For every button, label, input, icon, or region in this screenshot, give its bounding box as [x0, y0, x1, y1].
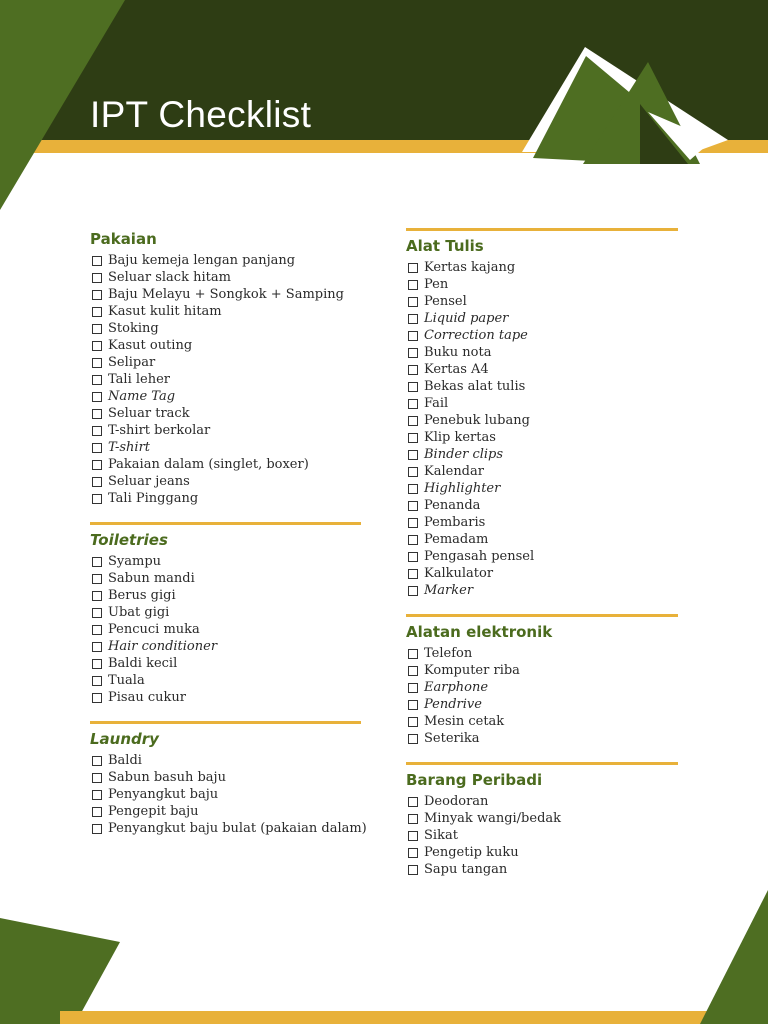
checkbox-icon[interactable] [92, 341, 102, 351]
checkbox-icon[interactable] [408, 666, 418, 676]
checkbox-icon[interactable] [92, 693, 102, 703]
checkbox-icon[interactable] [92, 608, 102, 618]
list-item[interactable] [90, 638, 361, 655]
item-label: Seluar track [108, 406, 190, 421]
list-item[interactable] [90, 553, 361, 570]
list-item[interactable] [406, 514, 678, 531]
checkbox-icon[interactable] [92, 824, 102, 834]
checklist [406, 645, 678, 747]
section-laundry [90, 721, 367, 837]
item-label: Komputer riba [424, 663, 520, 678]
list-item[interactable] [90, 405, 361, 422]
item-label: Pengepit baju [108, 804, 199, 819]
checkbox-icon[interactable] [408, 569, 418, 579]
item-label: Binder clips [424, 447, 504, 462]
checkbox-icon[interactable] [408, 297, 418, 307]
list-item[interactable] [90, 337, 361, 354]
list-item[interactable] [90, 473, 361, 490]
list-item[interactable] [90, 303, 361, 320]
item-label: Stoking [108, 321, 159, 336]
checkbox-icon[interactable] [92, 273, 102, 283]
checkbox-icon[interactable] [92, 426, 102, 436]
checklist [406, 259, 678, 599]
list-item[interactable] [406, 679, 678, 696]
item-label: Marker [424, 583, 474, 598]
item-label: Pengetip kuku [424, 845, 519, 860]
item-label: Seluar slack hitam [108, 270, 231, 285]
list-item[interactable] [90, 422, 361, 439]
checkbox-icon[interactable] [92, 773, 102, 783]
checkbox-icon[interactable] [92, 307, 102, 317]
item-label: Seluar jeans [108, 474, 190, 489]
item-label: Tali leher [108, 372, 170, 387]
list-item[interactable] [406, 293, 678, 310]
checkbox-icon[interactable] [92, 625, 102, 635]
item-label: Pisau cukur [108, 690, 186, 705]
checklist [90, 553, 361, 706]
list-item[interactable] [406, 395, 678, 412]
item-label: Kasut outing [108, 338, 193, 353]
list-item[interactable] [406, 327, 678, 344]
list-item[interactable] [90, 672, 361, 689]
section-title: Alat Tulis [406, 237, 484, 255]
section-divider [90, 522, 361, 525]
list-item[interactable] [406, 259, 678, 276]
item-label: Liquid paper [424, 311, 509, 326]
list-item[interactable] [406, 827, 678, 844]
list-item[interactable] [406, 662, 678, 679]
section-elektronik [406, 614, 678, 747]
item-label: Penyangkut baju [108, 787, 219, 802]
section-title: Toiletries [90, 531, 168, 549]
item-label: Pen [424, 277, 449, 292]
list-item[interactable] [406, 730, 678, 747]
checkbox-icon[interactable] [92, 256, 102, 266]
section-title: Alatan elektronik [406, 623, 553, 641]
list-item[interactable] [406, 446, 678, 463]
item-label: Berus gigi [108, 588, 176, 603]
list-item[interactable] [406, 344, 678, 361]
list-item[interactable] [406, 645, 678, 662]
list-item[interactable] [90, 752, 361, 769]
section-divider [406, 228, 678, 231]
list-item[interactable] [90, 371, 361, 388]
item-label: Pensel [424, 294, 467, 309]
item-label: Buku nota [424, 345, 492, 360]
list-item[interactable] [406, 713, 678, 730]
checkbox-icon[interactable] [408, 649, 418, 659]
list-item[interactable] [90, 320, 361, 337]
list-item[interactable] [90, 354, 361, 371]
checkbox-icon[interactable] [408, 467, 418, 477]
item-label: Highlighter [424, 481, 501, 496]
checkbox-icon[interactable] [92, 409, 102, 419]
list-item[interactable] [90, 587, 361, 604]
list-item[interactable] [406, 378, 678, 395]
checkbox-icon[interactable] [408, 586, 418, 596]
checkbox-icon[interactable] [92, 290, 102, 300]
list-item[interactable] [406, 429, 678, 446]
section-toiletries [90, 522, 361, 706]
item-label: Klip kertas [424, 430, 496, 445]
item-label: Pencuci muka [108, 622, 200, 637]
item-label: Baju kemeja lengan panjang [108, 253, 296, 268]
item-label: Kalendar [424, 464, 484, 479]
checkbox-icon[interactable] [408, 734, 418, 744]
list-item[interactable] [406, 548, 678, 565]
section-divider [406, 762, 678, 765]
checkbox-icon[interactable] [92, 642, 102, 652]
item-label: T-shirt berkolar [108, 423, 211, 438]
item-label: Ubat gigi [108, 605, 170, 620]
list-item[interactable] [406, 582, 678, 599]
item-label: Baju Melayu + Songkok + Samping [108, 287, 344, 302]
section-title: Barang Peribadi [406, 771, 543, 789]
item-label: Correction tape [424, 328, 528, 343]
section-divider [90, 721, 361, 724]
checkbox-icon[interactable] [92, 756, 102, 766]
checkbox-icon[interactable] [92, 557, 102, 567]
checkbox-icon[interactable] [408, 365, 418, 375]
checkbox-icon[interactable] [408, 831, 418, 841]
checkbox-icon[interactable] [92, 392, 102, 402]
list-item[interactable] [90, 388, 361, 405]
checkbox-icon[interactable] [92, 375, 102, 385]
section-title: Laundry [90, 730, 159, 748]
checkbox-icon[interactable] [408, 433, 418, 443]
list-item[interactable] [90, 621, 361, 638]
checkbox-icon[interactable] [92, 676, 102, 686]
list-item[interactable] [406, 463, 678, 480]
section-peribadi [406, 762, 678, 878]
checkbox-icon[interactable] [408, 314, 418, 324]
list-item[interactable] [90, 786, 361, 803]
list-item[interactable] [90, 820, 367, 837]
item-label: Name Tag [108, 389, 176, 404]
item-label: Kasut kulit hitam [108, 304, 222, 319]
list-item[interactable] [90, 689, 361, 706]
item-label: Kertas A4 [424, 362, 489, 377]
list-item[interactable] [90, 490, 361, 507]
item-label: Fail [424, 396, 449, 411]
list-item[interactable] [406, 531, 678, 548]
checkbox-icon[interactable] [92, 494, 102, 504]
section-pakaian [90, 229, 361, 507]
list-item[interactable] [406, 844, 678, 861]
item-label: Pendrive [424, 697, 482, 712]
checkbox-icon[interactable] [408, 280, 418, 290]
list-item[interactable] [406, 565, 678, 582]
item-label: Sabun basuh baju [108, 770, 226, 785]
checkbox-icon[interactable] [408, 814, 418, 824]
item-label: Earphone [424, 680, 489, 695]
right-column [406, 228, 678, 878]
checkbox-icon[interactable] [408, 717, 418, 727]
checkbox-icon[interactable] [408, 331, 418, 341]
list-item[interactable] [90, 269, 361, 286]
item-label: Bekas alat tulis [424, 379, 526, 394]
item-label: Kalkulator [424, 566, 494, 581]
checkbox-icon[interactable] [408, 797, 418, 807]
item-label: Mesin cetak [424, 714, 505, 729]
list-item[interactable] [90, 252, 361, 269]
list-item[interactable] [406, 497, 678, 514]
checkbox-icon[interactable] [92, 460, 102, 470]
checklist [90, 252, 361, 507]
list-item[interactable] [90, 456, 361, 473]
item-label: Penyangkut baju bulat (pakaian dalam) [108, 821, 367, 836]
list-item[interactable] [406, 310, 678, 327]
checkbox-icon[interactable] [408, 683, 418, 693]
section-divider [406, 614, 678, 617]
item-label: Hair conditioner [108, 639, 218, 654]
item-label: Pemadam [424, 532, 489, 547]
checkbox-icon[interactable] [408, 416, 418, 426]
checkbox-icon[interactable] [408, 382, 418, 392]
item-label: Pembaris [424, 515, 486, 530]
list-item[interactable] [406, 793, 678, 810]
checkbox-icon[interactable] [408, 700, 418, 710]
list-item[interactable] [90, 286, 361, 303]
list-item[interactable] [406, 361, 678, 378]
item-label: T-shirt [108, 440, 151, 455]
list-item[interactable] [406, 861, 678, 878]
item-label: Sabun mandi [108, 571, 195, 586]
checkbox-icon[interactable] [408, 535, 418, 545]
page-title: IPT Checklist [90, 94, 312, 135]
item-label: Pakaian dalam (singlet, boxer) [108, 457, 309, 472]
item-label: Baldi [108, 753, 142, 768]
item-label: Tali Pinggang [108, 491, 199, 506]
item-label: Telefon [424, 646, 473, 661]
list-item[interactable] [90, 439, 361, 456]
list-item[interactable] [406, 412, 678, 429]
checkbox-icon[interactable] [408, 501, 418, 511]
item-label: Selipar [108, 355, 156, 370]
item-label: Seterika [424, 731, 480, 746]
checkbox-icon[interactable] [92, 358, 102, 368]
section-alat-tulis [406, 228, 678, 599]
list-item[interactable] [90, 769, 361, 786]
list-item[interactable] [90, 803, 361, 820]
item-label: Kertas kajang [424, 260, 516, 275]
list-item[interactable] [90, 570, 361, 587]
checkbox-icon[interactable] [408, 552, 418, 562]
list-item[interactable] [90, 604, 361, 621]
checkbox-icon[interactable] [92, 477, 102, 487]
section-title: Pakaian [90, 230, 157, 248]
checkbox-icon[interactable] [408, 348, 418, 358]
item-label: Sikat [424, 828, 458, 843]
checkbox-icon[interactable] [92, 659, 102, 669]
checkbox-icon[interactable] [408, 848, 418, 858]
item-label: Minyak wangi/bedak [424, 811, 562, 826]
item-label: Syampu [108, 554, 162, 569]
list-item[interactable] [406, 696, 678, 713]
checkbox-icon[interactable] [92, 591, 102, 601]
item-label: Tuala [108, 673, 145, 688]
checkbox-icon[interactable] [408, 518, 418, 528]
list-item[interactable] [406, 810, 678, 827]
checkbox-icon[interactable] [92, 324, 102, 334]
list-item[interactable] [90, 655, 361, 672]
item-label: Pengasah pensel [424, 549, 535, 564]
checkbox-icon[interactable] [92, 790, 102, 800]
checkbox-icon[interactable] [408, 263, 418, 273]
checkbox-icon[interactable] [408, 399, 418, 409]
checkbox-icon[interactable] [408, 450, 418, 460]
item-label: Deodoran [424, 794, 489, 809]
item-label: Penebuk lubang [424, 413, 530, 428]
item-label: Sapu tangan [424, 862, 508, 877]
list-item[interactable] [406, 276, 678, 293]
checkbox-icon[interactable] [92, 807, 102, 817]
checkbox-icon[interactable] [408, 484, 418, 494]
list-item[interactable] [406, 480, 678, 497]
item-label: Baldi kecil [108, 656, 178, 671]
checklist [406, 793, 678, 878]
item-label: Penanda [424, 498, 481, 513]
checkbox-icon[interactable] [408, 865, 418, 875]
left-column [90, 229, 367, 837]
checkbox-icon[interactable] [92, 574, 102, 584]
checkbox-icon[interactable] [92, 443, 102, 453]
checklist [90, 752, 367, 837]
